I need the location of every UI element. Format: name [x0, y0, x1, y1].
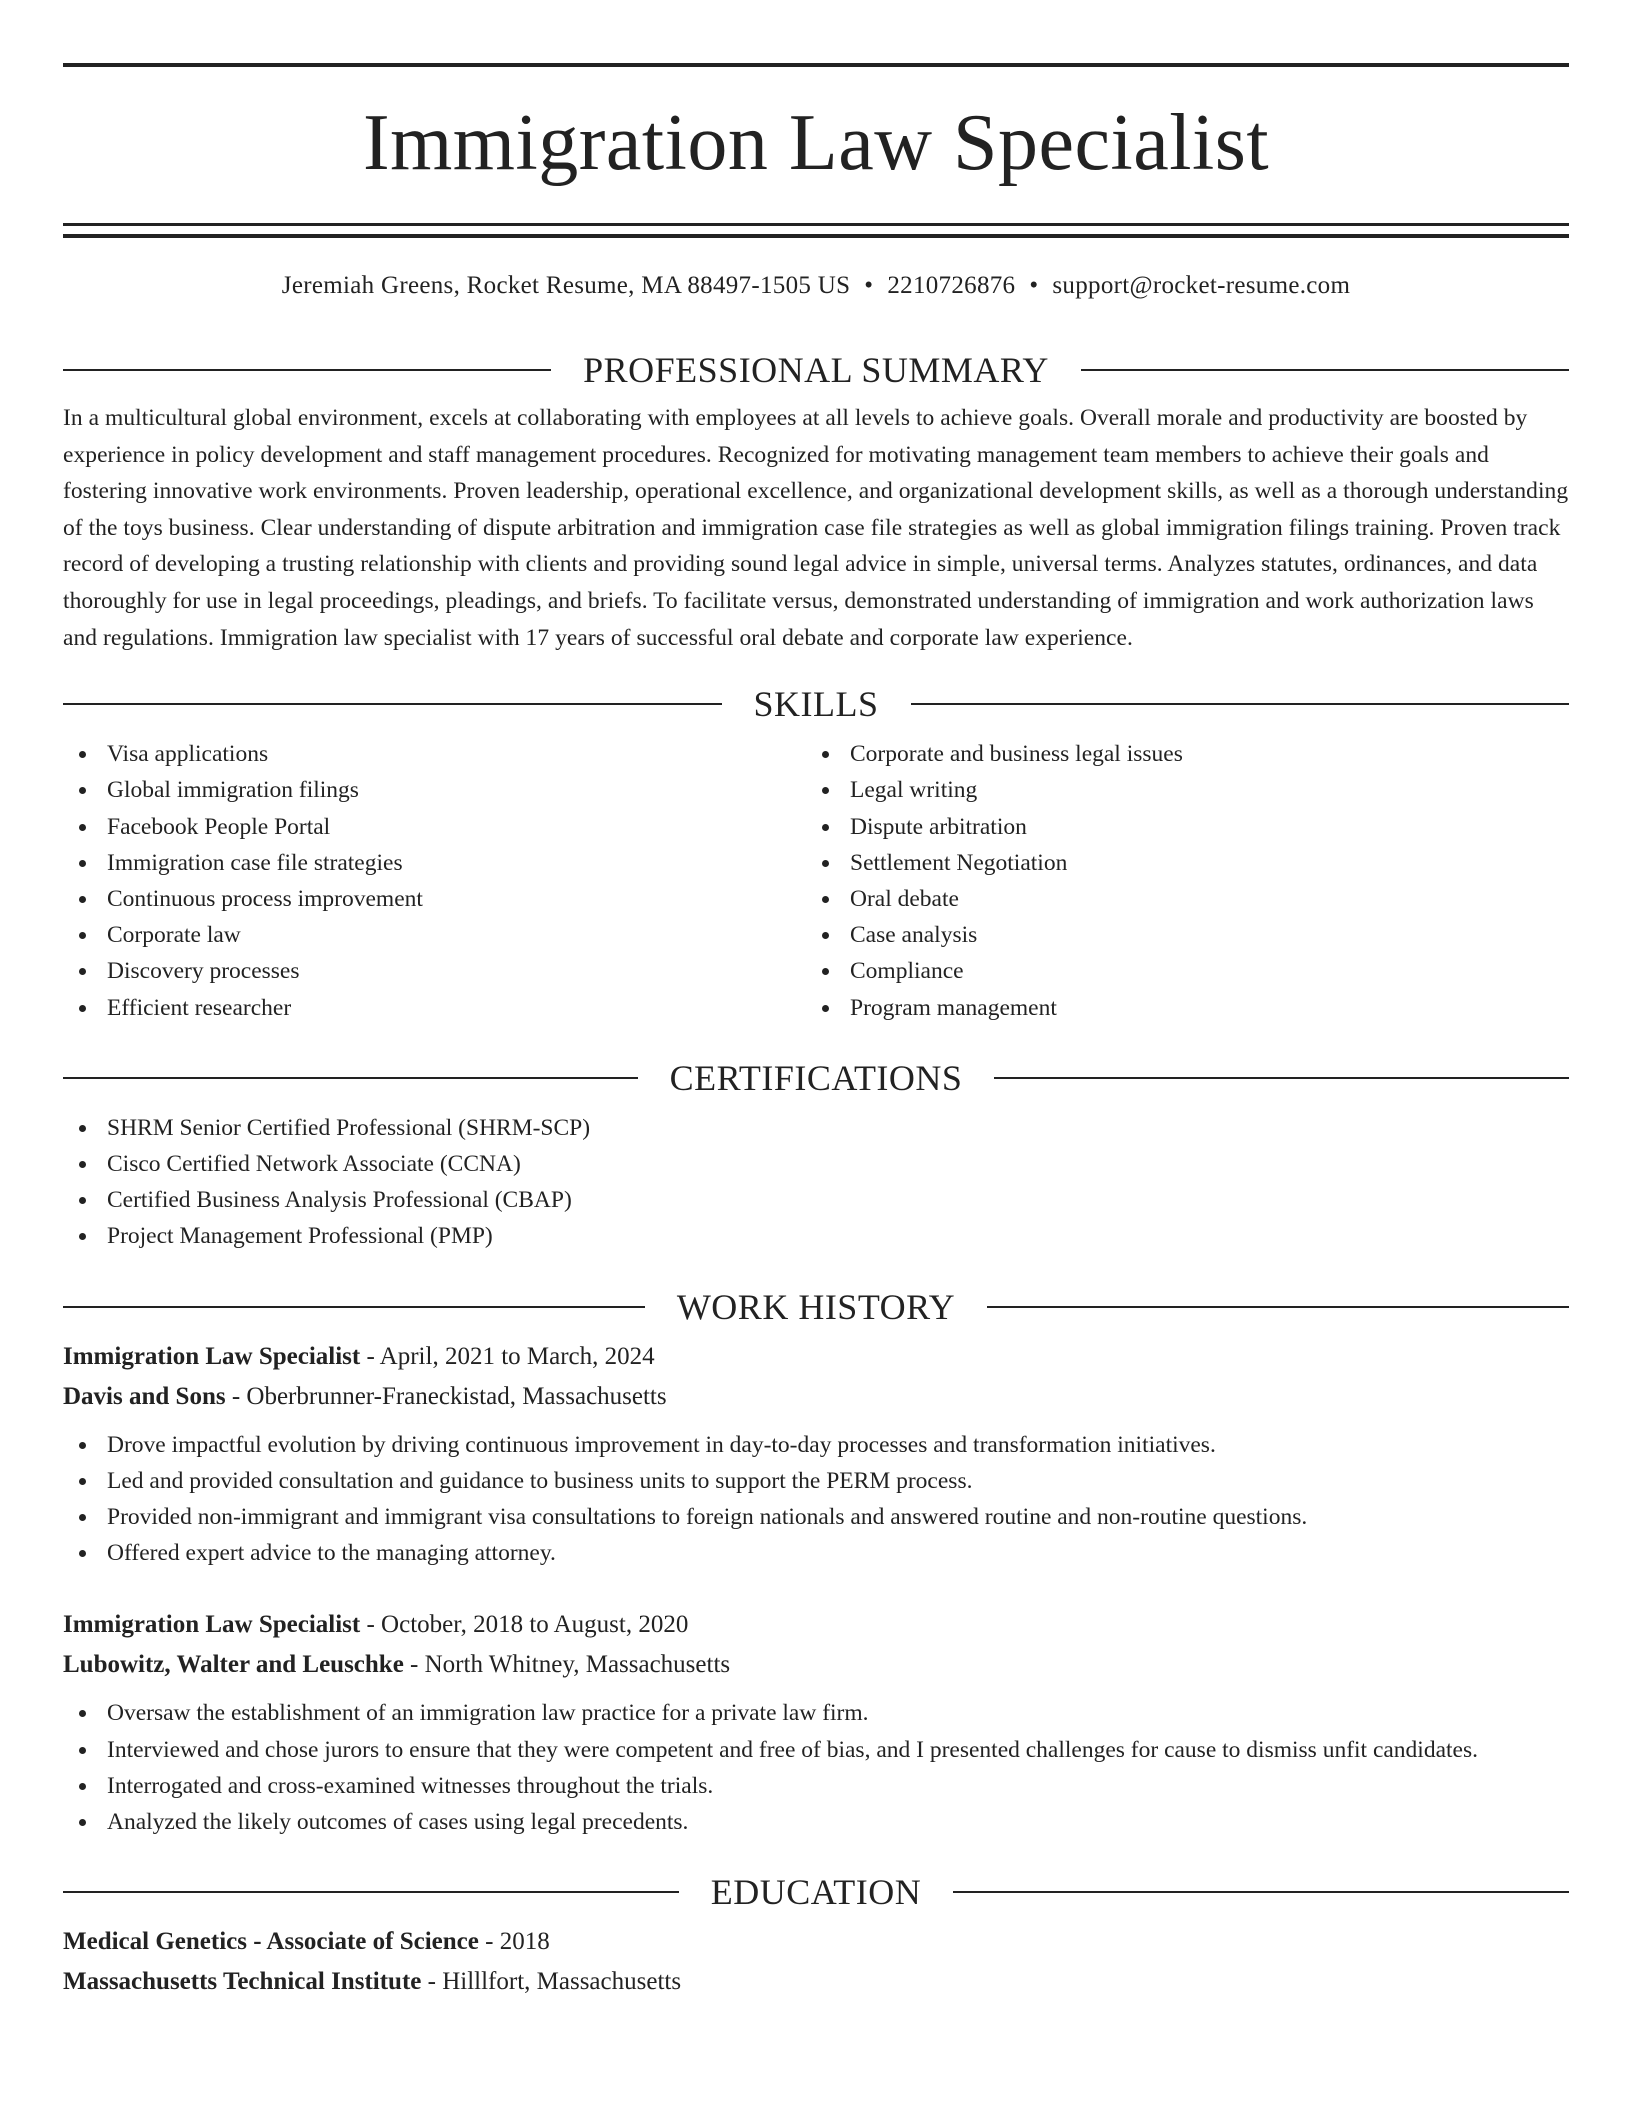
- dash-separator: -: [225, 1382, 247, 1410]
- dash-separator: -: [360, 1342, 380, 1370]
- section-title-certifications: CERTIFICATIONS: [669, 1057, 963, 1098]
- certification-item: Certified Business Analysis Professional (CBAP): [63, 1182, 1569, 1218]
- job-bullet: Offered expert advice to the managing attorney.: [63, 1535, 1569, 1571]
- skill-item: Global immigration filings: [63, 772, 806, 808]
- skills-columns: [63, 736, 1569, 1026]
- education-entry: [63, 1922, 1569, 2002]
- job-company: Davis and Sons: [63, 1382, 226, 1410]
- skills-list-left: [63, 736, 806, 1026]
- dash-separator: -: [360, 1611, 382, 1639]
- education-school: Massachusetts Technical Institute: [63, 1968, 422, 1996]
- contact-phone: 2210726876: [887, 272, 1016, 299]
- section-title-work: WORK HISTORY: [676, 1286, 956, 1327]
- section-rule: [63, 1891, 679, 1893]
- section-title-education: EDUCATION: [710, 1872, 922, 1913]
- skill-item: Oral debate: [806, 881, 1549, 917]
- job-bullet: Analyzed the likely outcomes of cases using legal precedents.: [63, 1804, 1569, 1840]
- section-rule: [63, 1306, 645, 1308]
- summary-text: In a multicultural global environment, excels at collaborating with employees at all levels to achieve goals. Overall morale and productivity are boosted by experience in policy development and staff management procedures. Recognized for motivating management team members to achieve their goals and fostering innovative work environments. Proven leadership, operational excellence, and organizational development skills, as well as a thorough understanding of the toys business. Clear understanding of dispute arbitration and immigration case file strategies as well as global immigration filings training. Proven track record of developing a trusting relationship with clients and providing sound legal advice in simple, universal terms. Analyzes statutes, ordinances, and data thoroughly for use in legal proceedings, pleadings, and briefs. To facilitate versus, demonstrated understanding of immigration and work authorization laws and regulations. Immigration law specialist with 17 years of successful oral debate and corporate law experience.: [63, 405, 1569, 651]
- dash-separator: -: [403, 1651, 425, 1679]
- section-header-summary: [63, 352, 1569, 388]
- job-dates: October, 2018 to August, 2020: [381, 1611, 689, 1639]
- title-double-rule: [63, 223, 1569, 238]
- job-bullet: Led and provided consultation and guidance to business units to support the PERM process.: [63, 1463, 1569, 1499]
- skill-item: Corporate and business legal issues: [806, 736, 1549, 772]
- section-rule: [1081, 369, 1569, 371]
- job-bullet: Provided non-immigrant and immigrant visa consultations to foreign nationals and answered routine and non-routine questions.: [63, 1499, 1569, 1535]
- skill-item: Efficient researcher: [63, 990, 806, 1026]
- education-year: 2018: [499, 1928, 550, 1956]
- skill-item: Corporate law: [63, 917, 806, 953]
- job-entry: [63, 1605, 1569, 1840]
- section-rule: [63, 369, 551, 371]
- education-school-line: [63, 1962, 1569, 2002]
- section-rule: [63, 1077, 638, 1079]
- certification-item: Project Management Professional (PMP): [63, 1218, 1569, 1254]
- contact-line: [63, 270, 1569, 302]
- skill-item: Program management: [806, 990, 1549, 1026]
- top-rule: [63, 63, 1569, 67]
- skill-item: Case analysis: [806, 917, 1549, 953]
- section-rule: [987, 1306, 1569, 1308]
- skill-item: Continuous process improvement: [63, 881, 806, 917]
- skill-item: Visa applications: [63, 736, 806, 772]
- skill-item: Settlement Negotiation: [806, 845, 1549, 881]
- section-rule: [911, 703, 1570, 705]
- section-rule: [63, 703, 722, 705]
- section-title-skills: SKILLS: [753, 684, 879, 725]
- education-location: Hilllfort, Massachusetts: [442, 1968, 682, 1996]
- job-title: Immigration Law Specialist: [63, 1611, 361, 1639]
- section-header-certifications: [63, 1057, 1569, 1098]
- job-entry: [63, 1337, 1569, 1572]
- job-company-line: [63, 1377, 1569, 1417]
- job-dates: April, 2021 to March, 2024: [379, 1342, 655, 1370]
- certification-item: SHRM Senior Certified Professional (SHRM-SCP): [63, 1110, 1569, 1146]
- section-rule: [953, 1891, 1569, 1893]
- section-rule: [994, 1077, 1569, 1079]
- certifications-list: [63, 1110, 1569, 1255]
- skill-item: Legal writing: [806, 772, 1549, 808]
- contact-separator: •: [1029, 272, 1039, 299]
- skill-item: Compliance: [806, 953, 1549, 989]
- education-degree: Medical Genetics - Associate of Science: [63, 1928, 479, 1956]
- job-bullet: Drove impactful evolution by driving continuous improvement in day-to-day processes and transformation initiatives.: [63, 1427, 1569, 1463]
- dash-separator: -: [421, 1968, 443, 1996]
- job-bullets: [63, 1427, 1569, 1572]
- job-title-line: [63, 1337, 1569, 1377]
- job-title-line: [63, 1605, 1569, 1645]
- job-title: Immigration Law Specialist: [63, 1342, 361, 1370]
- job-bullet: Interviewed and chose jurors to ensure that they were competent and free of bias, and I presented challenges for cause to dismiss unfit candidates.: [63, 1732, 1569, 1768]
- job-company-line: [63, 1645, 1569, 1685]
- contact-address: Jeremiah Greens, Rocket Resume, MA 88497-1505 US: [281, 272, 851, 299]
- skill-item: Facebook People Portal: [63, 809, 806, 845]
- education-degree-line: [63, 1922, 1569, 1962]
- skill-item: Dispute arbitration: [806, 809, 1549, 845]
- section-header-education: [63, 1872, 1569, 1913]
- skill-item: Immigration case file strategies: [63, 845, 806, 881]
- section-title-summary: PROFESSIONAL SUMMARY: [583, 350, 1049, 390]
- skill-item: Discovery processes: [63, 953, 806, 989]
- certification-item: Cisco Certified Network Associate (CCNA): [63, 1146, 1569, 1182]
- job-location: Oberbrunner-Franeckistad, Massachusetts: [246, 1382, 667, 1410]
- job-location: North Whitney, Massachusetts: [424, 1651, 731, 1679]
- contact-separator: •: [864, 272, 874, 299]
- resume-title: Immigration Law Specialist: [362, 99, 1270, 187]
- job-bullet: Oversaw the establishment of an immigration law practice for a private law firm.: [63, 1695, 1569, 1731]
- job-bullet: Interrogated and cross-examined witnesses throughout the trials.: [63, 1768, 1569, 1804]
- section-header-skills: [63, 684, 1569, 725]
- job-company: Lubowitz, Walter and Leuschke: [63, 1651, 404, 1679]
- dash-separator: -: [478, 1928, 500, 1956]
- contact-email: support@rocket-resume.com: [1052, 272, 1351, 299]
- skills-list-right: [806, 736, 1549, 1026]
- job-bullets: [63, 1695, 1569, 1840]
- section-header-work: [63, 1286, 1569, 1327]
